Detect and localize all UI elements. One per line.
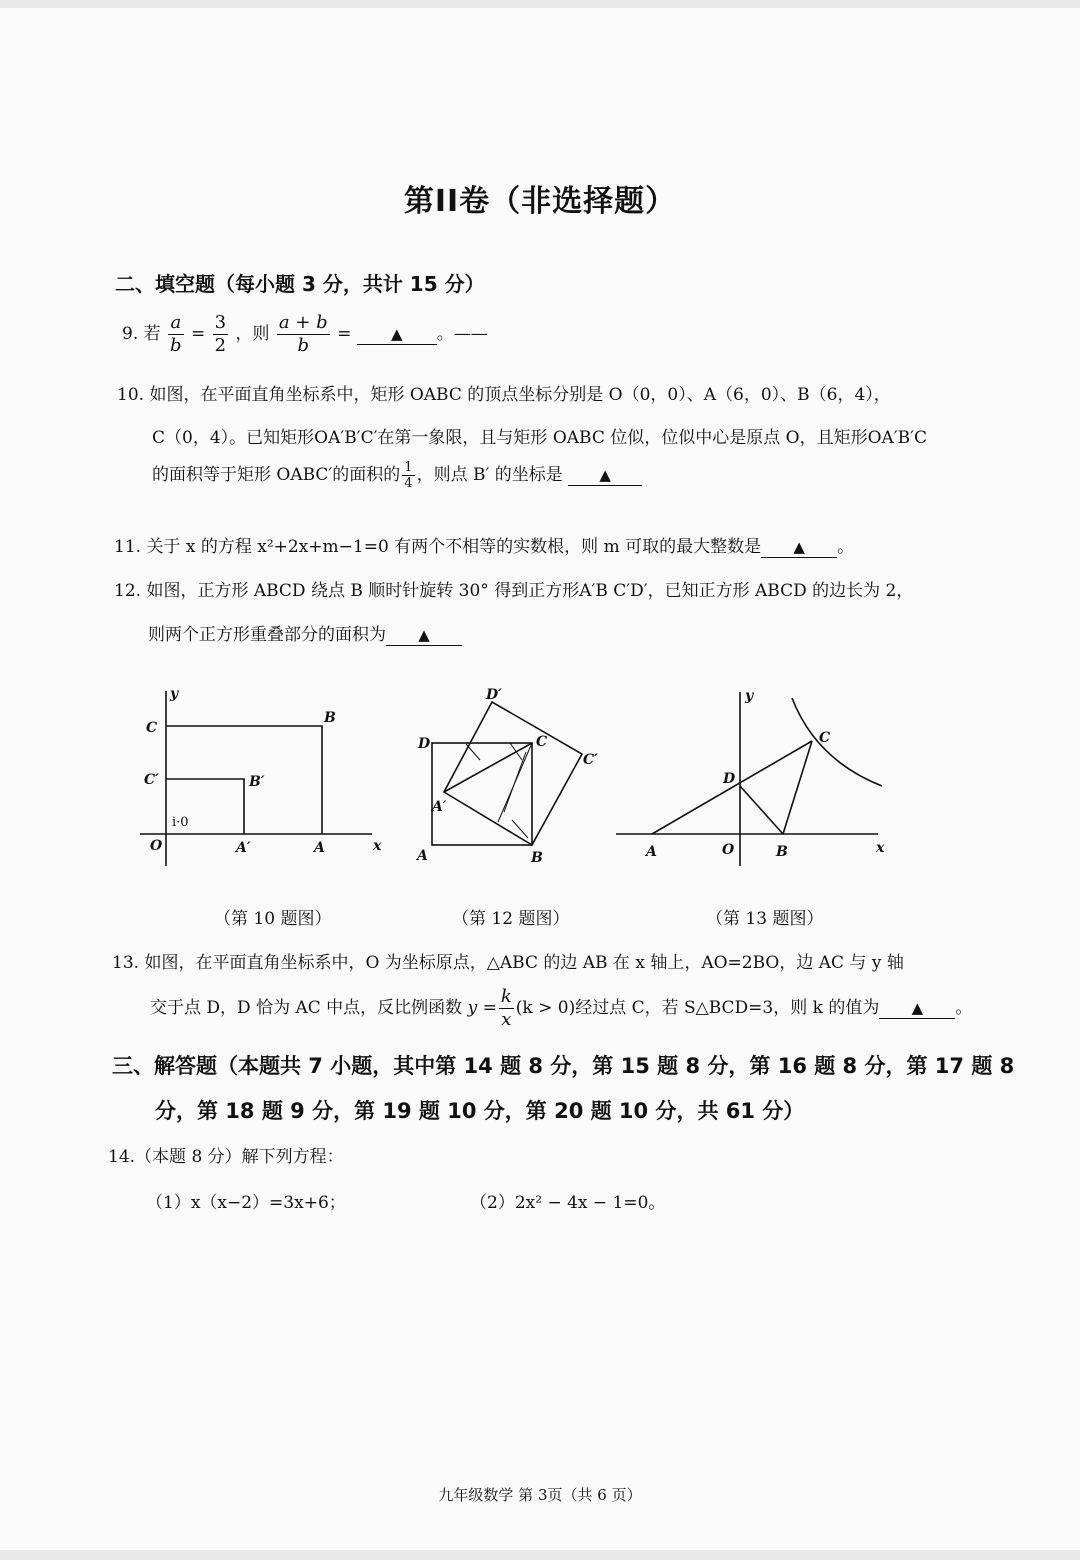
answer-blank-13[interactable] bbox=[879, 998, 955, 1019]
fig13-label-D: D bbox=[723, 771, 736, 787]
q9-text: 若 bbox=[143, 324, 161, 344]
figure-12 bbox=[432, 702, 582, 845]
fig10-label-Bprime: B′ bbox=[249, 774, 265, 790]
triangle-marker-icon: ▲ bbox=[793, 538, 805, 556]
question-12-line-1: 12. 如图，正方形 ABCD 绕点 B 顺时针旋转 30° 得到正方形A′B C′D′，已知正方形 ABCD 的边长为 2， bbox=[114, 581, 914, 601]
fig10-label-Aprime: A′ bbox=[236, 840, 251, 856]
fig13-segment-DB bbox=[740, 786, 783, 834]
question-13-line-1: 13. 如图，在平面直角坐标系中，O 为坐标原点，△ABC 的边 AB 在 x 轴上，AO=2BO，边 AC 与 y 轴 bbox=[112, 953, 904, 973]
fig12-label-D: D bbox=[418, 736, 431, 752]
fig12-label-A: A bbox=[417, 848, 428, 864]
fraction-a-plus-b-over-b: $\frac{a + b}{b}$ bbox=[278, 312, 328, 356]
triangle-marker-icon: ▲ bbox=[390, 325, 403, 343]
page-title: 第II卷（非选择题） bbox=[403, 184, 677, 219]
figures-layer bbox=[0, 8, 1080, 1548]
fig12-hatch-2 bbox=[504, 752, 526, 812]
question-14-part-1: （1）x（x−2）=3x+6； bbox=[146, 1193, 346, 1213]
q13-text: 交于点 D，D 恰为 AC 中点，反比例函数 bbox=[150, 998, 463, 1018]
q11-tail: 。 bbox=[837, 537, 855, 557]
fig12-hatch-3 bbox=[466, 744, 480, 760]
fig10-label-O: O bbox=[150, 838, 163, 854]
q12-text: 则两个正方形重叠部分的面积为 bbox=[148, 625, 386, 645]
equals-sign: = bbox=[190, 324, 206, 344]
fig13-label-B: B bbox=[776, 844, 788, 860]
triangle-marker-icon: ▲ bbox=[418, 626, 430, 644]
fig12-label-C: C bbox=[536, 734, 548, 750]
q11-text: 11. 关于 x 的方程 x²+2x+m−1=0 有两个不相等的实数根，则 m 可取的最大整数是 bbox=[114, 537, 762, 557]
fig13-caption: （第 13 题图） bbox=[706, 909, 824, 929]
page-footer: 九年级数学 第 3页（共 6 页） bbox=[438, 1486, 642, 1504]
equals-sign: = bbox=[337, 324, 352, 344]
q13-text-2: 经过点 C，若 S△BCD=3，则 k 的值为 bbox=[575, 998, 880, 1018]
fig10-label-B: B bbox=[324, 710, 336, 726]
fig13-label-C: C bbox=[819, 730, 831, 746]
fig13-label-A: A bbox=[646, 844, 657, 860]
fig13-label-y: y bbox=[745, 688, 754, 704]
question-14-part-2: （2）2x² − 4x − 1=0。 bbox=[470, 1193, 666, 1213]
fig12-label-Dprime: D′ bbox=[486, 687, 502, 703]
fraction-k-over-x: $\frac{k}{x}$ bbox=[500, 986, 512, 1030]
section-3-heading-line-2: 分，第 18 题 9 分，第 19 题 10 分，第 20 题 10 分，共 61 分） bbox=[155, 1099, 805, 1123]
fig13-hyperbola bbox=[792, 698, 882, 786]
figure-13 bbox=[616, 692, 882, 866]
question-10-line-2: C（0，4）。已知矩形OA′B′C′在第一象限，且与矩形 OABC 位似，位似中心是原点 O，且矩形OA′B′C bbox=[152, 428, 928, 448]
exam-page bbox=[0, 8, 1080, 1550]
question-10-line-1: 10. 如图，在平面直角坐标系中，矩形 OABC 的顶点坐标分别是 O（0，0）、A（6，0）、B（6，4）， bbox=[117, 385, 891, 405]
fig12-label-Aprime: A′ bbox=[432, 799, 447, 815]
fig13-label-O: O bbox=[722, 842, 735, 858]
triangle-marker-icon: ▲ bbox=[911, 999, 924, 1017]
fraction-a-over-b: $\frac{a}{b}$ bbox=[170, 312, 182, 356]
triangle-marker-icon: ▲ bbox=[599, 466, 611, 484]
fig13-label-x: x bbox=[876, 840, 885, 856]
section-2-heading: 二、填空题（每小题 3 分，共计 15 分） bbox=[115, 272, 485, 296]
fig12-caption: （第 12 题图） bbox=[452, 909, 570, 929]
q9-tail: 。—— bbox=[436, 324, 488, 344]
fig10-note: i·0 bbox=[172, 815, 189, 830]
fraction-3-over-2: $\frac{3}{2}$ bbox=[214, 312, 227, 356]
fig10-caption: （第 10 题图） bbox=[214, 909, 332, 929]
question-14-stem: 14.（本题 8 分）解下列方程： bbox=[108, 1147, 344, 1167]
q9-number: 9. bbox=[122, 324, 139, 344]
fig12-square-rotated bbox=[444, 702, 582, 845]
fraction-1-over-4: $\frac{1}{4}$ bbox=[404, 460, 413, 491]
q13-y-equals: y = bbox=[467, 998, 497, 1018]
q13-tail: 。 bbox=[955, 998, 973, 1018]
fig12-hatch-4 bbox=[510, 743, 522, 760]
fig10-label-y: y bbox=[170, 686, 179, 702]
q10-text: 的面积等于矩形 OABC′的面积的 bbox=[152, 465, 401, 485]
section-3-heading-line-1: 三、解答题（本题共 7 小题，其中第 14 题 8 分，第 15 题 8 分，第 16 题 8 分，第 17 题 8 bbox=[112, 1054, 1015, 1078]
fig10-label-x: x bbox=[373, 838, 382, 854]
q9-text-then: ，则 bbox=[235, 324, 270, 344]
fig12-label-B: B bbox=[531, 850, 543, 866]
q13-condition: (k > 0) bbox=[515, 998, 576, 1018]
fig10-label-A: A bbox=[314, 840, 325, 856]
fig10-label-C: C bbox=[146, 720, 158, 736]
q10-text-2: ，则点 B′ 的坐标是 bbox=[416, 465, 563, 485]
fig12-label-Cprime: C′ bbox=[583, 752, 598, 768]
question-13-line-2 bbox=[150, 986, 972, 1031]
fig10-label-Cprime: C′ bbox=[144, 772, 159, 788]
